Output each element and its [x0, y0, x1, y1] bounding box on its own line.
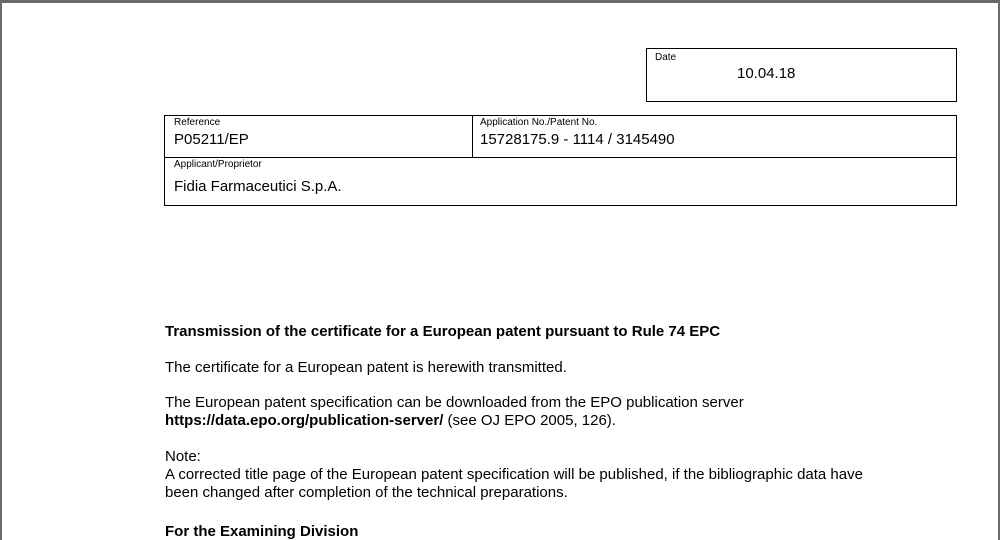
- download-paragraph-line-1: The European patent specification can be downloaded from the EPO publication server: [165, 394, 744, 411]
- reference-value: P05211/EP: [174, 131, 249, 148]
- download-paragraph-line-2: [165, 412, 616, 429]
- date-box: [646, 48, 957, 102]
- certificate-paragraph: The certificate for a European patent is herewith transmitted.: [165, 359, 567, 376]
- date-label: Date: [655, 52, 677, 63]
- download-paragraph-reference: (see OJ EPO 2005, 126).: [443, 412, 616, 429]
- reference-box: [164, 115, 957, 206]
- signature-heading: For the Examining Division: [165, 523, 359, 540]
- publication-server-link[interactable]: https://data.epo.org/publication-server/: [165, 412, 444, 429]
- note-line-1: A corrected title page of the European patent specification will be published, if the bibliographic data have: [165, 466, 863, 483]
- document-heading: Transmission of the certificate for a European patent pursuant to Rule 74 EPC: [165, 323, 721, 340]
- date-value: 10.04.18: [737, 65, 796, 82]
- applicant-value: Fidia Farmaceutici S.p.A.: [174, 178, 342, 195]
- applicant-label: Applicant/Proprietor: [174, 159, 262, 170]
- reference-label: Reference: [174, 117, 221, 128]
- application-number-label: Application No./Patent No.: [480, 117, 598, 128]
- note-label: Note:: [165, 448, 201, 465]
- note-line-2: been changed after completion of the technical preparations.: [165, 484, 568, 501]
- application-number-value: 15728175.9 - 1114 / 3145490: [480, 131, 675, 148]
- reference-divider-vertical: [472, 116, 473, 157]
- reference-divider-horizontal: [165, 157, 956, 158]
